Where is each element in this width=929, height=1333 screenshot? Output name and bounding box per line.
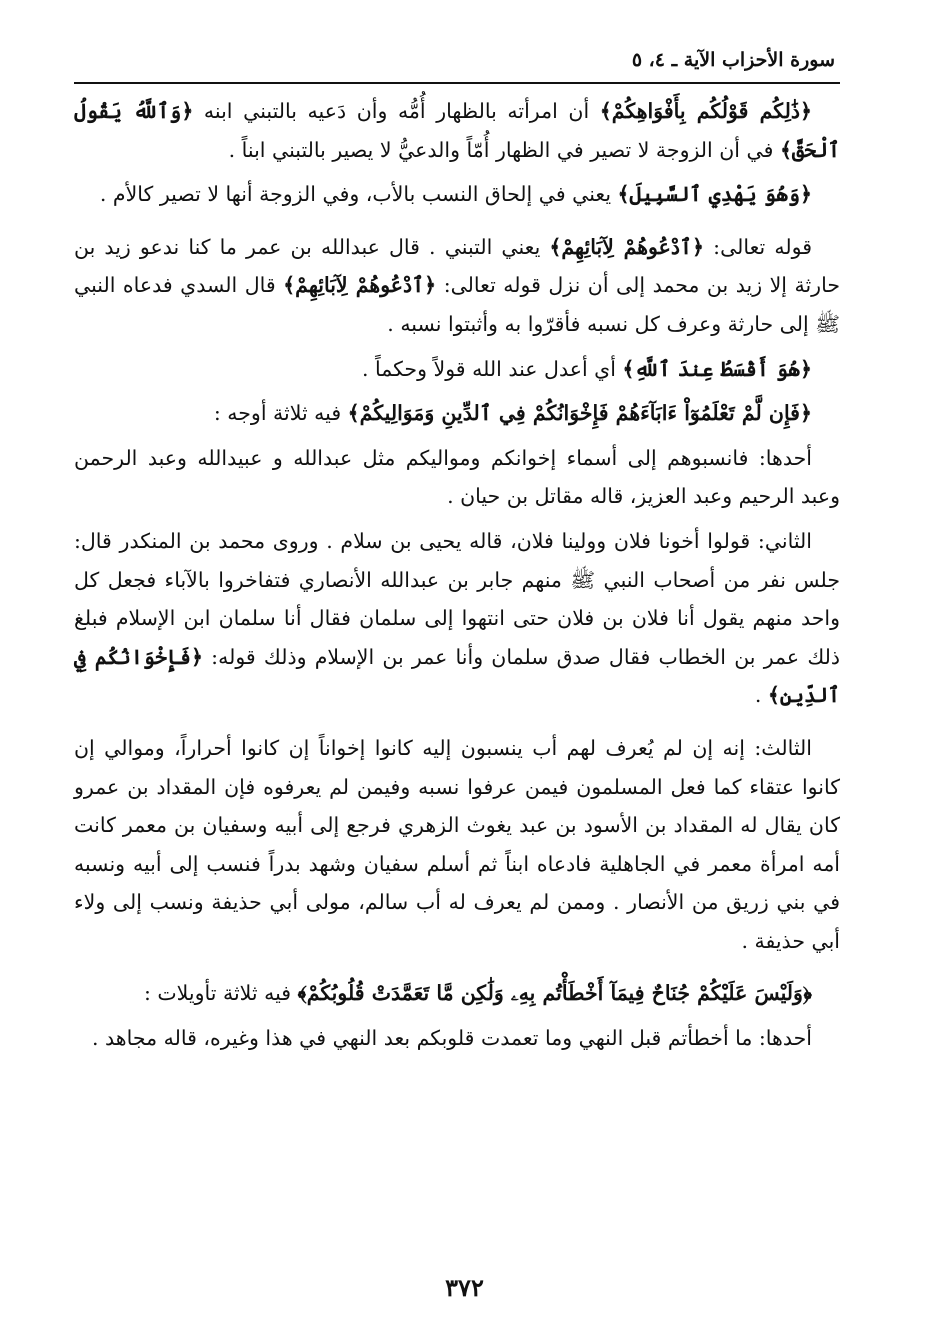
- paragraph-7: [74, 522, 840, 715]
- commentary-text: أي أعدل عند الله قولاً وحكماً .: [361, 356, 623, 381]
- commentary-text: الثالث: إنه إن لم يُعرف لهم أب ينسبون إليه كانوا إخواناً إن كانوا أحراراً، وموالي إن كانوا عتقاء كما فعل المسلمون فيمن عرفوا نسبه وفيمن لم يعرفوه فإن المقداد بن عمرو كان يقال له المقداد بن الأسود بن عبد يغوث الزهري فرجع إلى أبيه وسفيان بن معمر كانت أمه امرأة معمر في الجاهلية فادعاه ابناً ثم أسلم سفيان وشهد بدراً فنسب إلى أبيه ونسبه في بني زريق من الأنصار . وممن لم يعرف له أب سالم، مولى أبي حذيفة ونسب إلى ولاء أبي حذيفة .: [74, 735, 840, 953]
- commentary-text: يعني في إلحاق النسب بالأب، وفي الزوجة أنها لا تصير كالأم .: [99, 182, 618, 207]
- commentary-text: أحدها: فانسبوهم إلى أسماء إخوانكم ومواليكم مثل عبدالله و عبيدالله وعبد الرحمن وعبد الرحيم وعبد العزيز، قاله مقاتل بن حيان .: [74, 445, 840, 509]
- quran-quote: ﴿وَلَيْسَ عَلَيْكُمْ جُنَاحٌ فِيمَآ أَخْطَأْتُم بِهِۦ وَلَٰكِن مَّا تَعَمَّدَتْ قُلُوبُكُمْ﴾: [297, 981, 812, 1006]
- commentary-text: فيه ثلاثة تأويلات :: [143, 981, 298, 1006]
- commentary-text: أن امرأته بالظهار أُمُّه وأن دَعيه بالتبني ابنه: [193, 99, 600, 123]
- paragraph-1: [74, 92, 840, 169]
- paragraph-8: [74, 729, 840, 961]
- running-header: سورة الأحزاب الآية ـ ٤، ٥: [631, 49, 835, 71]
- quran-quote: ﴿ذَٰلِكُم قَوْلُكُم بِأَفْوَاهِكُمْ﴾: [599, 99, 812, 123]
- paragraph-6: [74, 439, 840, 516]
- quran-quote: ﴿فَإِخْوَانُكُم فِي ٱلدِّينِ﴾: [74, 644, 840, 708]
- page-number: ٣٧٢: [445, 1273, 484, 1302]
- commentary-text: يعني التبني . قال عبدالله بن عمر ما كنا ندعو زيد بن حارثة إلا زيد بن محمد إلى أن نزل قوله تعالى:: [74, 234, 840, 298]
- commentary-text: فيه ثلاثة أوجه :: [213, 401, 348, 426]
- quran-quote: ﴿وَٱللَّهُ يَقُولُ ٱلْحَقَّ﴾: [74, 99, 840, 162]
- header-rule: [74, 82, 840, 84]
- quran-quote: ﴿ٱدْعُوهُمْ لِآبَائِهِمْ﴾: [283, 273, 437, 298]
- commentary-text: أحدها: ما أخطأتم قبل النهي وما تعمدت قلوبكم بعد النهي في هذا وغيره، قاله مجاهد .: [92, 1026, 812, 1051]
- commentary-text: الثاني: قولوا أخونا فلان وولينا فلان، قاله يحيى بن سلام . وروى محمد بن المنكدر قال: جلس نفر من أصحاب النبي ﷺ منهم جابر بن عبدالله الأنصاري فتفاخروا بالآباء فجعل كل واحد منهم يقول أنا فلان بن فلان حتى انتهوا إلى سلمان فقال أنا سلمان ابن الإسلام فبلغ ذلك عمر بن الخطاب فقال صدق سلمان وأنا عمر بن الإسلام وذلك قوله:: [74, 528, 840, 669]
- commentary-text: .: [754, 683, 768, 708]
- paragraph-2: [74, 175, 840, 214]
- quran-quote: ﴿فَإِن لَّمْ تَعْلَمُوٓاْ ءَابَآءَهُمْ فَإِخْوَانُكُمْ فِي ٱلدِّينِ وَمَوَالِيكُمْ﴾: [347, 401, 812, 426]
- paragraph-3: [74, 228, 840, 344]
- paragraph-9: [74, 974, 840, 1013]
- quran-quote: ﴿ٱدْعُوهُمْ لِآبَائِهِمْ﴾: [549, 234, 705, 259]
- commentary-text: قوله تعالى:: [704, 234, 813, 259]
- paragraph-5: [74, 394, 840, 433]
- commentary-text: في أن الزوجة لا تصير في الظهار أُمّاً والدعيُّ لا يصير بالتبني ابناً .: [228, 137, 780, 162]
- commentary-text: قال السدي فدعاه النبي ﷺ إلى حارثة وعرف كل نسبه فأقرّوا به وأثبتوا نسبه .: [74, 273, 840, 336]
- quran-quote: ﴿هُوَ أَقْسَطُ عِندَ ٱللَّهِ﴾: [622, 356, 812, 381]
- paragraph-10: [74, 1019, 840, 1058]
- quran-quote: ﴿وَهُوَ يَهْدِي ٱلسَّبِيلَ﴾: [617, 182, 812, 207]
- paragraph-4: [74, 350, 840, 389]
- page-body: [74, 92, 840, 1064]
